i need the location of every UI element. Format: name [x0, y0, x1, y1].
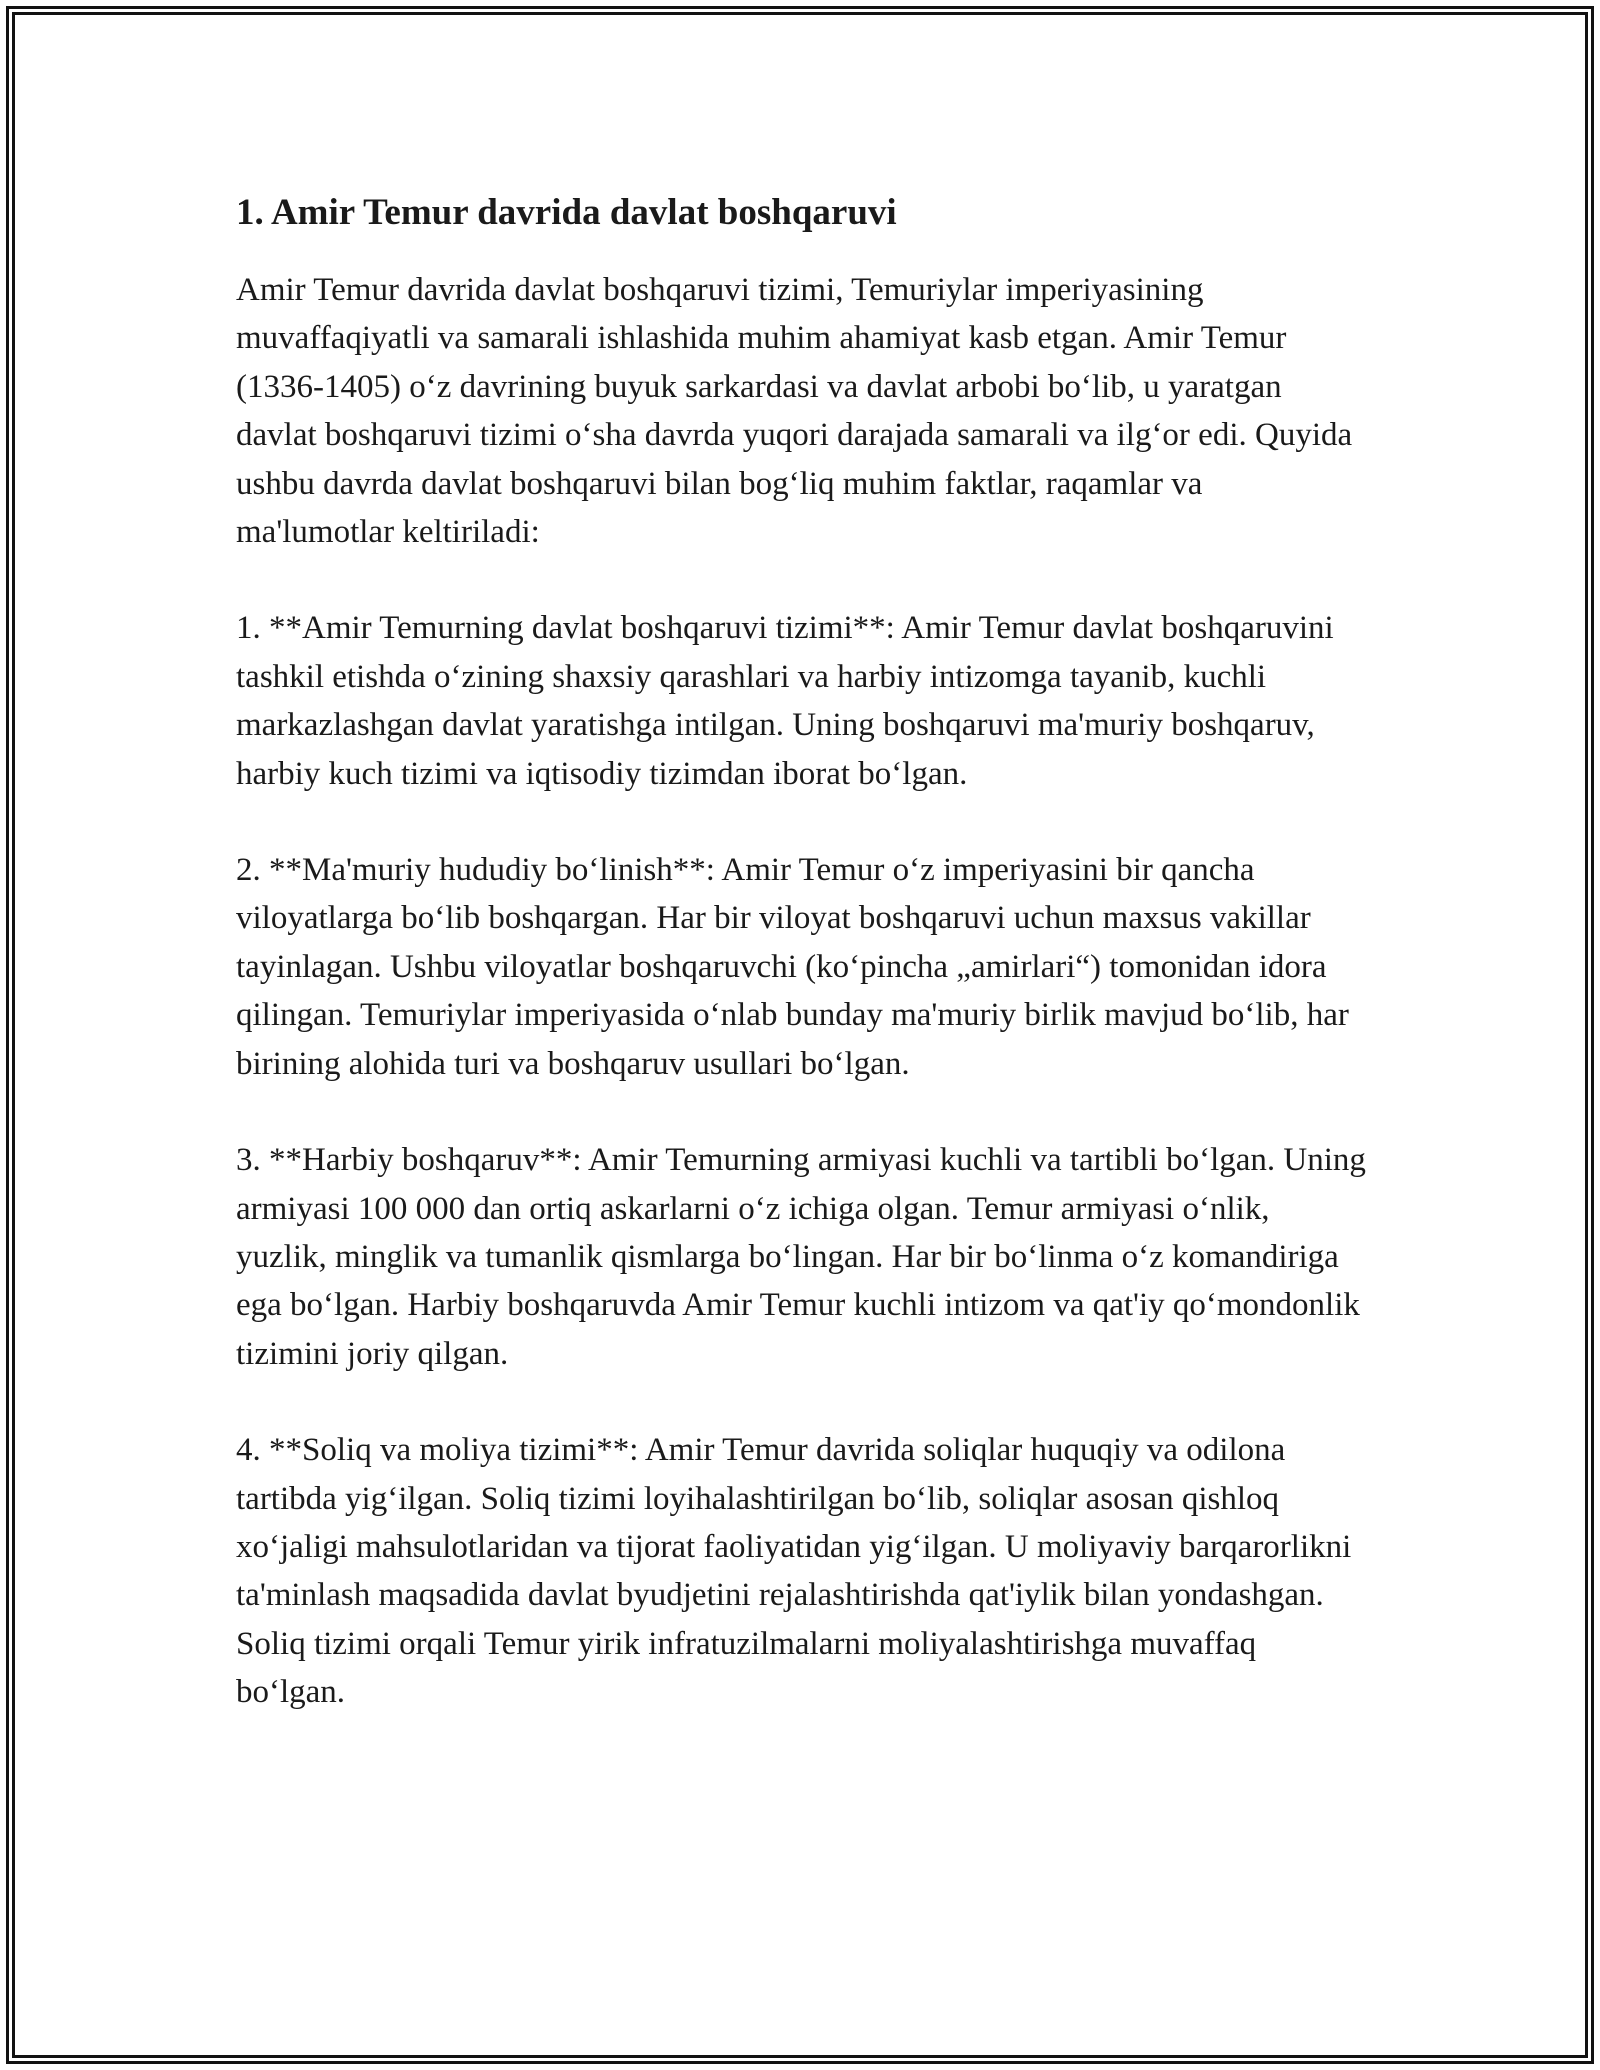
section-heading: 1. Amir Temur davrida davlat boshqaruvi — [236, 192, 897, 233]
document-body — [236, 186, 1366, 1765]
paragraph-governance-system: 1. **Amir Temurning davlat boshqaruvi tizimi**: Amir Temur davlat boshqaruvini tashkil etishda o‘zining shaxsiy qarashlari va harbiy intizomga tayanib, kuchli markazlashgan davlat yaratishga intilgan. Uning boshqaruvi ma'muriy boshqaruv, harbiy kuch tizimi va iqtisodiy tizimdan iborat bo‘lgan. — [236, 610, 1334, 792]
paragraph-military-administration: 3. **Harbiy boshqaruv**: Amir Temurning armiyasi kuchli va tartibli bo‘lgan. Uning armiyasi 100 000 dan ortiq askarlarni o‘z ichiga olgan. Temur armiyasi o‘nlik, yuzlik, minglik va tumanlik qismlarga bo‘lingan. Har bir bo‘linma o‘z komandiriga ega bo‘lgan. Harbiy boshqaruvda Amir Temur kuchli intizom va qat'iy qo‘mondonlik tizimini joriy qilgan. — [236, 1142, 1366, 1372]
paragraph-tax-finance: 4. **Soliq va moliya tizimi**: Amir Temur davrida soliqlar huquqiy va odilona tartibda yig‘ilgan. Soliq tizimi loyihalashtirilgan bo‘lib, soliqlar asosan qishloq xo‘jaligi mahsulotlaridan va tijorat faoliyatidan yig‘ilgan. U moliyaviy barqarorlikni ta'minlash maqsadida davlat byudjetini rejalashtirishda qat'iylik bilan yondashgan. Soliq tizimi orqali Temur yirik infratuzilmalarni moliyalashtirishga muvaffaq bo‘lgan. — [236, 1432, 1352, 1711]
intro-paragraph: Amir Temur davrida davlat boshqaruvi tizimi, Temuriylar imperiyasining muvaffaqiyatli va samarali ishlashida muhim ahamiyat kasb etgan. Amir Temur (1336-1405) o‘z davrining buyuk sarkardasi va davlat arbobi bo‘lib, u yaratgan davlat boshqaruvi tizimi o‘sha davrda yuqori darajada samarali va ilg‘or edi. Quyida ushbu davrda davlat boshqaruvi bilan bog‘liq muhim faktlar, raqamlar va ma'lumotlar keltiriladi: — [236, 272, 1353, 551]
paragraph-administrative-division: 2. **Ma'muriy hududiy bo‘linish**: Amir Temur o‘z imperiyasini bir qancha viloyatlarga bo‘lib boshqargan. Har bir viloyat boshqaruvi uchun maxsus vakillar tayinlagan. Ushbu viloyatlar boshqaruvchi (ko‘pincha „amirlari“) tomonidan idora qilingan. Temuriylar imperiyasida o‘nlab bunday ma'muriy birlik mavjud bo‘lib, har birining alohida turi va boshqaruv usullari bo‘lgan. — [236, 852, 1349, 1082]
